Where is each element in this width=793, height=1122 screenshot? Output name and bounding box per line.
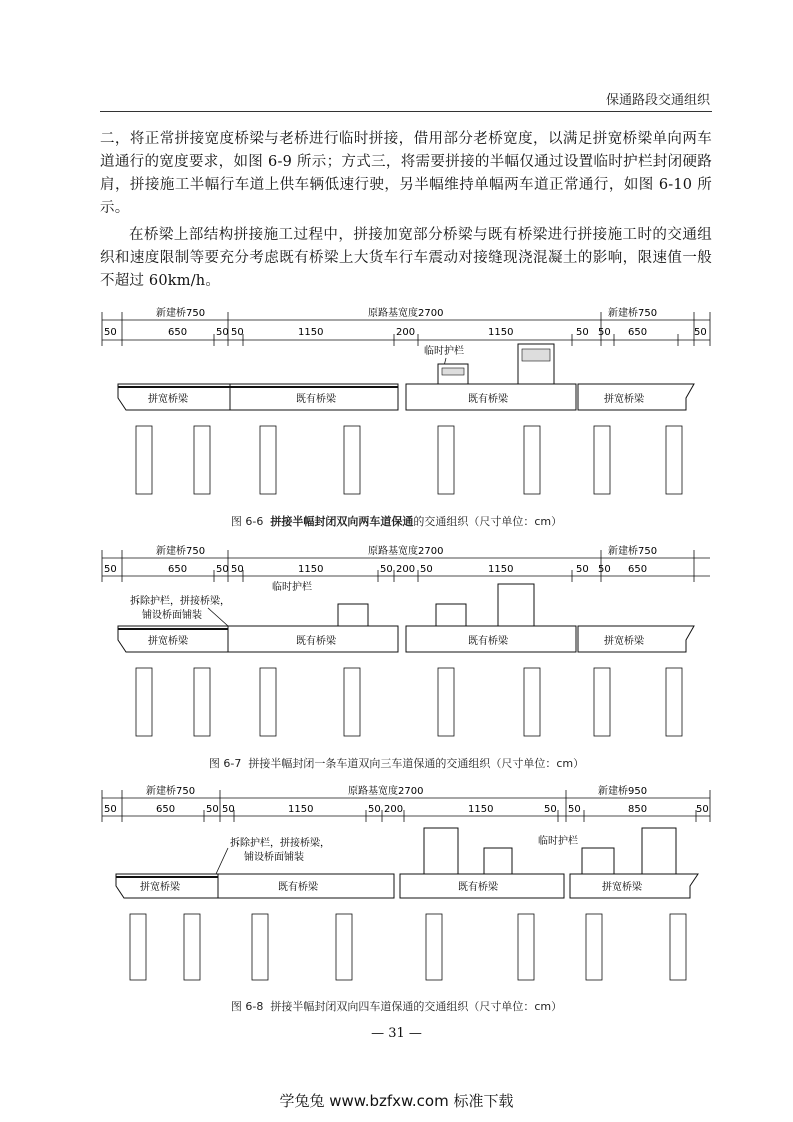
svg-text:50: 50 [368, 804, 381, 815]
svg-text:50: 50 [420, 564, 433, 575]
svg-text:50: 50 [231, 564, 244, 575]
svg-text:650: 650 [168, 327, 188, 338]
header-rule [100, 111, 712, 112]
svg-text:临时护栏: 临时护栏 [538, 836, 578, 847]
dim-mid-group: 原路基宽度2700 [368, 308, 444, 319]
svg-text:650: 650 [168, 564, 188, 575]
caption-6-7: 图 6-7 拼接半幅封闭一条车道双向三车道保通的交通组织（尺寸单位：cm） [208, 757, 585, 770]
vehicle-car [438, 364, 468, 384]
svg-text:铺设桥面铺装: 铺设桥面铺装 [244, 852, 304, 863]
svg-text:50: 50 [598, 564, 611, 575]
svg-text:既有桥梁: 既有桥梁 [296, 394, 336, 405]
figure-6-7 [98, 542, 716, 742]
svg-text:拼宽桥梁: 拼宽桥梁 [604, 636, 644, 647]
svg-text:50: 50 [696, 804, 709, 815]
svg-text:1150: 1150 [468, 804, 494, 815]
svg-text:既有桥梁: 既有桥梁 [296, 636, 336, 647]
piers [136, 426, 682, 494]
svg-text:新建桥950: 新建桥950 [598, 786, 648, 797]
svg-text:50: 50 [104, 804, 117, 815]
svg-text:650: 650 [628, 327, 648, 338]
svg-text:50: 50 [231, 327, 244, 338]
svg-text:200: 200 [384, 804, 404, 815]
svg-text:拼宽桥梁: 拼宽桥梁 [140, 882, 180, 893]
svg-text:1150: 1150 [488, 327, 514, 338]
svg-text:原路基宽度2700: 原路基宽度2700 [348, 786, 424, 797]
paragraph-2: 在桥梁上部结构拼接施工过程中，拼接加宽部分桥梁与既有桥梁进行拼接施工时的交通组织和速度限制等要充分考虑既有桥梁上大货车行车震动对接缝现浇混凝土的影响，限速值一般不超过 60km/h。 [100, 227, 712, 289]
svg-text:50: 50 [544, 804, 557, 815]
svg-text:新建桥750: 新建桥750 [156, 546, 206, 557]
dim-right-group: 新建桥750 [608, 308, 658, 319]
svg-text:1150: 1150 [288, 804, 314, 815]
figure-6-8 [98, 782, 716, 987]
svg-text:既有桥梁: 既有桥梁 [278, 882, 318, 893]
svg-text:临时护栏: 临时护栏 [272, 582, 312, 593]
paragraph-1: 二，将正常拼接宽度桥梁与老桥进行临时拼接，借用部分老桥宽度，以满足拼宽桥梁单向两车道通行的宽度要求，如图 6-9 所示；方式三，将需要拼接的半幅仅通过设置临时护栏封闭硬路肩，拼接施工半幅行车道上供车辆低速行驶，另半幅维持单幅两车道正常通行，如图 6-10 所示。 [100, 131, 712, 216]
svg-text:50: 50 [576, 564, 589, 575]
svg-text:既有桥梁: 既有桥梁 [458, 882, 498, 893]
svg-text:50: 50 [576, 327, 589, 338]
barrier-label: 临时护栏 [424, 346, 464, 357]
svg-text:拆除护栏，拼接桥梁，: 拆除护栏，拼接桥梁， [230, 838, 330, 849]
note-line-1: 拆除护栏，拼接桥梁， [130, 596, 230, 607]
figure-6-6 [98, 302, 716, 502]
svg-text:既有桥梁: 既有桥梁 [468, 394, 508, 405]
dim-left-group: 新建桥750 [156, 308, 206, 319]
svg-text:1150: 1150 [298, 564, 324, 575]
svg-text:原路基宽度2700: 原路基宽度2700 [368, 546, 444, 557]
svg-text:50: 50 [694, 327, 707, 338]
svg-text:50: 50 [216, 564, 229, 575]
svg-text:1150: 1150 [488, 564, 514, 575]
note-line-2: 铺设桥面铺装 [142, 610, 202, 621]
svg-text:50: 50 [104, 564, 117, 575]
svg-text:拼宽桥梁: 拼宽桥梁 [148, 636, 188, 647]
svg-text:既有桥梁: 既有桥梁 [468, 636, 508, 647]
page-number: — 31 — [371, 1026, 422, 1041]
svg-text:850: 850 [628, 804, 648, 815]
svg-text:50: 50 [222, 804, 235, 815]
svg-text:650: 650 [628, 564, 648, 575]
svg-text:拼宽桥梁: 拼宽桥梁 [604, 394, 644, 405]
vehicle-bus [518, 344, 554, 384]
svg-text:新建桥750: 新建桥750 [608, 546, 658, 557]
svg-text:50: 50 [380, 564, 393, 575]
svg-text:50: 50 [104, 327, 117, 338]
running-header: 保通路段交通组织 [605, 93, 710, 108]
svg-text:新建桥750: 新建桥750 [146, 786, 196, 797]
svg-text:50: 50 [598, 327, 611, 338]
svg-text:50: 50 [206, 804, 219, 815]
caption-6-8: 图 6-8 拼接半幅封闭双向四车道保通的交通组织（尺寸单位：cm） [230, 1000, 563, 1013]
svg-text:650: 650 [156, 804, 176, 815]
svg-text:拼宽桥梁: 拼宽桥梁 [602, 882, 642, 893]
svg-text:50: 50 [568, 804, 581, 815]
svg-text:1150: 1150 [298, 327, 324, 338]
svg-text:拼宽桥梁: 拼宽桥梁 [148, 394, 188, 405]
svg-text:50: 50 [216, 327, 229, 338]
svg-text:200: 200 [396, 564, 416, 575]
caption-6-6: 图 6-6 拼接半幅封闭双向两车道保通的交通组织（尺寸单位：cm） [230, 515, 563, 528]
footer-watermark: 学兔兔 www.bzfxw.com 标准下载 [279, 1092, 514, 1110]
svg-text:200: 200 [396, 327, 416, 338]
